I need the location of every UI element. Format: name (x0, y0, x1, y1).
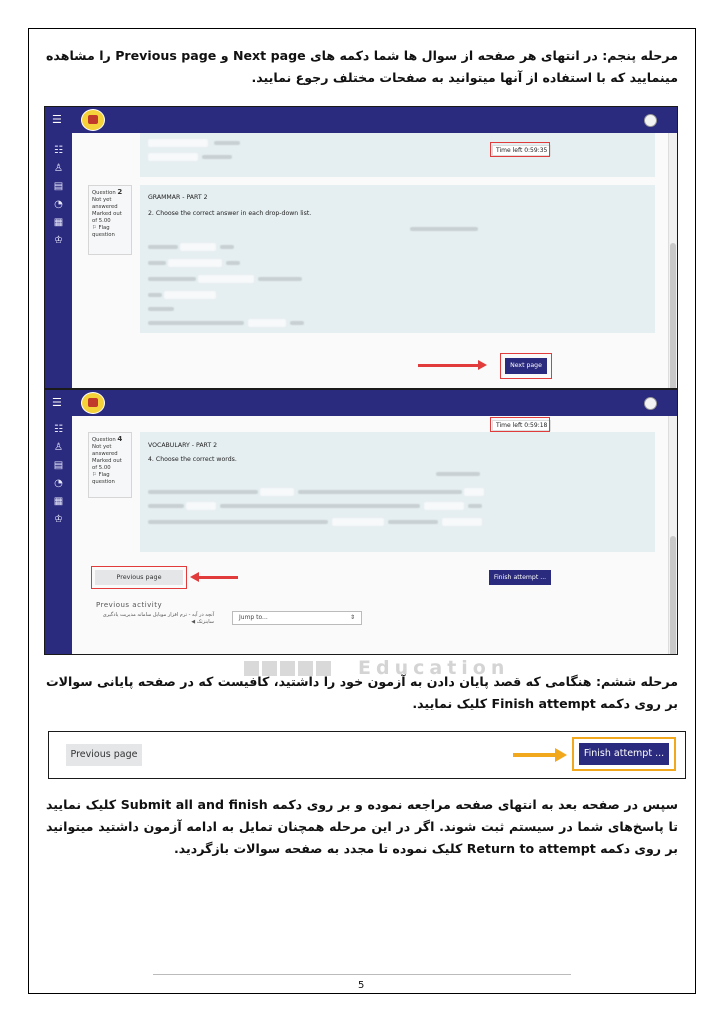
previous-activity-link[interactable]: آنچه در آیه - ترم افزار موبایل سامانه مدیریت یادگیری ساینزتک ◀ (102, 612, 214, 625)
timer-highlight (490, 417, 550, 432)
top-navbar (45, 107, 677, 133)
side-navigation (45, 133, 72, 388)
next-page-button[interactable]: Next page (505, 358, 547, 374)
question-formulation (140, 185, 655, 333)
step6-heading: مرحله ششم: (595, 674, 678, 689)
question-marks: Marked out of 5.00 (92, 458, 122, 471)
flag-question[interactable]: ⚐ Flag question (92, 472, 115, 485)
section-title: VOCABULARY - PART 2 (148, 442, 218, 449)
question-status: Not yet answered (92, 444, 118, 457)
jump-to-select[interactable]: Jump to... ⇕ (232, 611, 362, 625)
quiz-screenshot-previous (44, 389, 678, 655)
previous-page-button[interactable]: Previous page (66, 744, 142, 766)
chevron-left-icon: ◀ (191, 619, 196, 625)
next-arrow-line (418, 364, 480, 367)
next-button-highlight (500, 353, 552, 379)
graduation-icon[interactable]: ♔ (54, 235, 63, 246)
watermark-text: Education (358, 657, 510, 679)
side-navigation (45, 416, 72, 654)
previous-question-remnant (140, 133, 655, 177)
quiz-content (72, 133, 669, 388)
list-icon[interactable]: ☷ (54, 424, 63, 435)
question-status: Not yet answered (92, 197, 118, 210)
previous-page-term: Previous page (115, 48, 217, 63)
scrollbar[interactable] (668, 133, 677, 388)
finish-arrow-line (513, 753, 557, 757)
step7-paragraph: سپس در صفحه بعد به انتهای صفحه مراجعه نموده و بر روی دکمه Submit all and finish کلیک نمایید تا پاسخ‌های شما در سیستم ثبت شوند. اگر در این مرحله همچنان تمایل به ادامه آزمون داشتید میتوانید بر روی دکمه Return to attempt کلیک نموده تا مجدد به صفحه سوالات بازگردید. (46, 797, 678, 856)
finish-attempt-button[interactable]: Finish attempt ... (579, 743, 669, 765)
timer: Time left 0:59:18 (492, 420, 551, 431)
submit-all-term: Submit all and finish (120, 797, 268, 812)
finish-attempt-button[interactable]: Finish attempt ... (489, 570, 551, 585)
dashboard-icon[interactable]: ◔ (54, 478, 63, 489)
users-icon[interactable]: ♙ (54, 163, 63, 174)
menu-icon[interactable]: ☰ (52, 396, 62, 409)
next-arrow-head (478, 360, 487, 370)
question-info: Question 4 Not yet answered Marked out of 5.00 ⚐ Flag question (88, 432, 132, 498)
calendar-icon[interactable]: ▦ (53, 496, 64, 507)
timer-highlight (490, 142, 550, 157)
step5-heading: مرحله پنجم: (602, 48, 679, 63)
flag-icon: ⚐ (92, 472, 97, 478)
book-icon[interactable]: ▤ (53, 181, 64, 192)
user-avatar[interactable] (644, 114, 657, 127)
footer-divider (153, 974, 571, 975)
previous-activity-label: Previous activity (96, 601, 163, 609)
previous-page-button[interactable]: Previous page (95, 570, 183, 585)
step5-paragraph: مرحله پنجم: در انتهای هر صفحه از سوال ها شما دکمه های Next page و Previous page را مشاهده مینمایید که با استفاده از آنها میتوانید به صفحات مختلف رجوع نمایید. (46, 48, 679, 85)
site-logo (81, 392, 105, 414)
section-title: GRAMMAR - PART 2 (148, 194, 208, 201)
question-marks: Marked out of 5.00 (92, 211, 122, 224)
question-info: Question 2 Not yet answered Marked out of 5.00 ⚐ Flag question (88, 185, 132, 255)
question-formulation (140, 432, 655, 552)
flag-question[interactable]: ⚐ Flag question (92, 225, 115, 238)
step6-paragraph: مرحله ششم: هنگامی که قصد پایان دادن به آزمون خود را داشتید، کافیست که در صفحه پایانی سوالات بر روی دکمه Finish attempt کلیک نمایید. (46, 674, 678, 711)
question-instruction: 2. Choose the correct answer in each drop-down list. (148, 210, 312, 217)
page-number: 5 (358, 980, 365, 991)
timer: Time left 0:59:35 (492, 145, 551, 156)
users-icon[interactable]: ♙ (54, 442, 63, 453)
finish-arrow-head (555, 748, 567, 762)
site-logo (81, 109, 105, 131)
return-to-attempt-term: Return to attempt (466, 841, 596, 856)
previous-arrow-line (198, 576, 238, 579)
flag-icon: ⚐ (92, 225, 97, 231)
select-arrows-icon: ⇕ (349, 614, 355, 621)
quiz-screenshot-next (44, 106, 678, 389)
graduation-icon[interactable]: ♔ (54, 514, 63, 525)
previous-button-highlight (91, 566, 187, 589)
book-icon[interactable]: ▤ (53, 460, 64, 471)
menu-icon[interactable]: ☰ (52, 113, 62, 126)
finish-attempt-screenshot (48, 731, 686, 779)
calendar-icon[interactable]: ▦ (53, 217, 64, 228)
next-page-term: Next page (232, 48, 306, 63)
top-navbar (45, 390, 677, 416)
list-icon[interactable]: ☷ (54, 145, 63, 156)
question-instruction: 4. Choose the correct words. (148, 456, 237, 463)
scrollbar[interactable] (668, 416, 677, 654)
dashboard-icon[interactable]: ◔ (54, 199, 63, 210)
user-avatar[interactable] (644, 397, 657, 410)
quiz-content (72, 416, 669, 654)
finish-attempt-term: Finish attempt (491, 696, 596, 711)
